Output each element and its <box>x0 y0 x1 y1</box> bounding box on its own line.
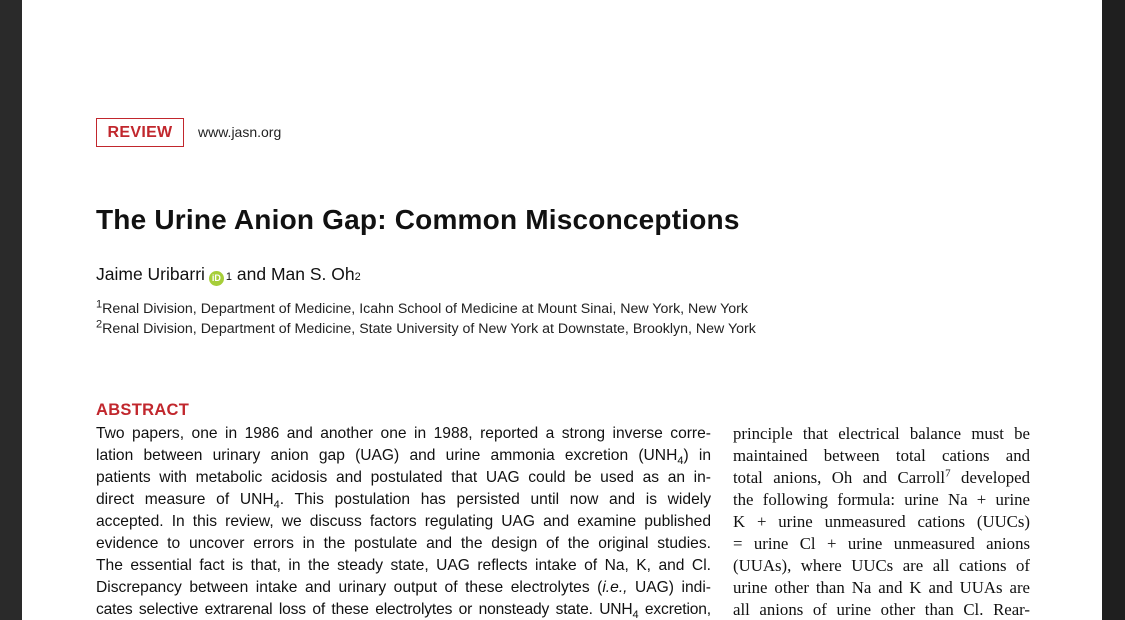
author-joiner: and <box>232 264 271 284</box>
review-badge: REVIEW <box>96 118 184 147</box>
body-line: maintained between total cations and <box>733 446 1030 465</box>
body-line: all anions of urine other than Cl. Rear- <box>733 600 1030 619</box>
article-title: The Urine Anion Gap: Common Misconceptions <box>96 204 740 235</box>
body-line: K + urine unmeasured cations (UUCs) <box>733 512 1030 531</box>
journal-url[interactable]: www.jasn.org <box>198 124 282 140</box>
abstract-text <box>96 423 711 620</box>
body-line: the following formula: urine Na + urine <box>733 490 1030 509</box>
body-line: principle that electrical balance must be <box>733 424 1030 443</box>
abstract-heading: ABSTRACT <box>96 401 190 419</box>
author-line: Jaime Uribarri iD 1 and Man S. Oh 2 <box>96 264 361 284</box>
body-column <box>733 423 1030 620</box>
viewer-background-edge <box>1102 0 1125 620</box>
body-line: (UUAs), where UUCs are all cations of <box>733 556 1030 575</box>
body-line: = urine Cl + urine unmeasured anions <box>733 534 1030 553</box>
abstract-line: accepted. In this review, we discuss factors regulating UAG and examine published <box>96 513 711 530</box>
abstract-line: Two papers, one in 1986 and another one in 1988, reported a strong inverse corre- <box>96 425 711 442</box>
body-line: urine other than Na and K and UUAs are <box>733 578 1030 597</box>
abstract-line: Discrepancy between intake and urinary output of these electrolytes (i.e., UAG) indi- <box>96 579 711 596</box>
orcid-icon[interactable]: iD <box>209 271 224 286</box>
author-1-name: Jaime Uribarri <box>96 264 205 284</box>
abstract-line: lation between urinary anion gap (UAG) and urine ammonia excretion $(UNH_4)$ in <box>96 447 711 467</box>
affiliation-2: $^2$Renal Division, Department of Medicine, State University of New York at Downstate, Brooklyn, New York <box>96 318 756 337</box>
abstract-line: direct measure of $UNH_4$. This postulation has persisted until now and is widely <box>96 491 711 511</box>
abstract-line: cates selective extrarenal loss of these electrolytes or nonsteady state. $UNH_4$ excretion, <box>96 601 711 620</box>
abstract-line: evidence to uncover errors in the postulate and the design of the original studies. <box>96 535 711 552</box>
article-page <box>22 0 1102 620</box>
abstract-line: patients with metabolic acidosis and postulated that UAG could be used as an in- <box>96 469 711 486</box>
abstract-line: The essential fact is that, in the steady state, UAG reflects intake of Na, K, and Cl. <box>96 557 711 574</box>
affiliation-1: $^1$Renal Division, Department of Medicine, Icahn School of Medicine at Mount Sinai, New York, New York <box>96 298 748 317</box>
author-2-name: Man S. Oh <box>270 264 355 284</box>
body-line: total anions, Oh and Carroll$^7$ developed <box>733 467 1030 487</box>
